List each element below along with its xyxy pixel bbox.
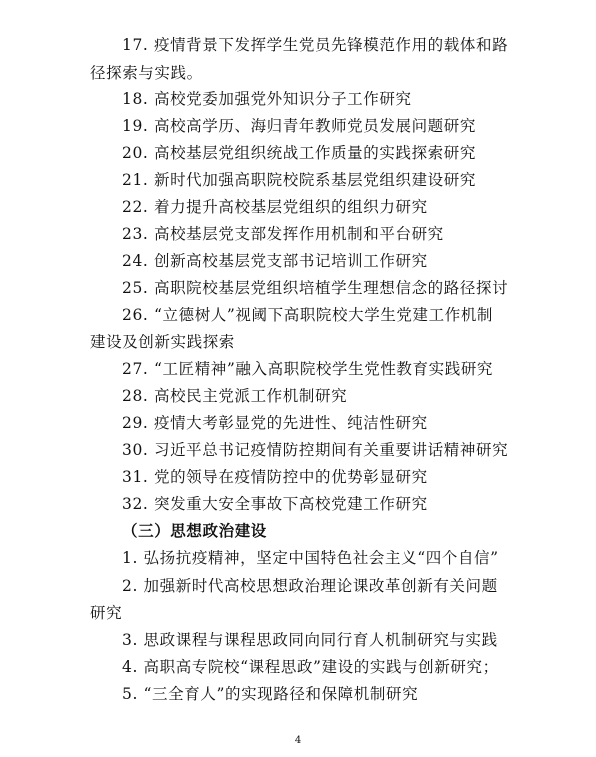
list-item-continuation: 建设及创新实践探索 <box>90 333 235 351</box>
list-item: 5. “三全育人”的实现路径和保障机制研究 <box>122 685 419 703</box>
list-item: 29. 疫情大考彰显党的先进性、纯洁性研究 <box>122 414 428 432</box>
list-item: 22. 着力提升高校基层党组织的组织力研究 <box>122 198 428 216</box>
list-item-continuation: 研究 <box>90 604 123 622</box>
list-item: 1. 弘扬抗疫精神，坚定中国特色社会主义“四个自信” <box>122 549 499 567</box>
list-item: 30. 习近平总书记疫情防控期间有关重要讲话精神研究 <box>122 441 509 459</box>
list-item: 27. “工匠精神”融入高职院校学生党性教育实践研究 <box>122 360 494 378</box>
list-item: 31. 党的领导在疫情防控中的优势彰显研究 <box>122 468 428 486</box>
list-item: 32. 突发重大安全事故下高校党建工作研究 <box>122 495 428 513</box>
page-number: 4 <box>294 735 302 746</box>
list-item: 24. 创新高校基层党支部书记培训工作研究 <box>122 252 428 270</box>
list-item: 3. 思政课程与课程思政同向同行育人机制研究与实践 <box>122 631 498 649</box>
list-item: 28. 高校民主党派工作机制研究 <box>122 387 348 405</box>
list-item: 23. 高校基层党支部发挥作用机制和平台研究 <box>122 225 444 243</box>
list-item: 20. 高校基层党组织统战工作质量的实践探索研究 <box>122 144 476 162</box>
list-item: 21. 新时代加强高职院校院系基层党组织建设研究 <box>122 171 476 189</box>
list-item: 18. 高校党委加强党外知识分子工作研究 <box>122 90 412 108</box>
list-item: 25. 高职院校基层党组织培植学生理想信念的路径探讨 <box>122 279 509 297</box>
list-item-continuation: 径探索与实践。 <box>90 64 203 82</box>
list-item: 19. 高校高学历、海归青年教师党员发展问题研究 <box>122 117 476 135</box>
section-heading: （三）思想政治建设 <box>122 522 267 540</box>
list-item: 17. 疫情背景下发挥学生党员先锋模范作用的载体和路 <box>122 36 509 54</box>
list-item: 2. 加强新时代高校思想政治理论课改革创新有关问题 <box>122 577 498 595</box>
list-item: 4. 高职高专院校“课程思政”建设的实践与创新研究； <box>122 658 499 676</box>
list-item: 26. “立德树人”视阈下高职院校大学生党建工作机制 <box>122 306 494 324</box>
